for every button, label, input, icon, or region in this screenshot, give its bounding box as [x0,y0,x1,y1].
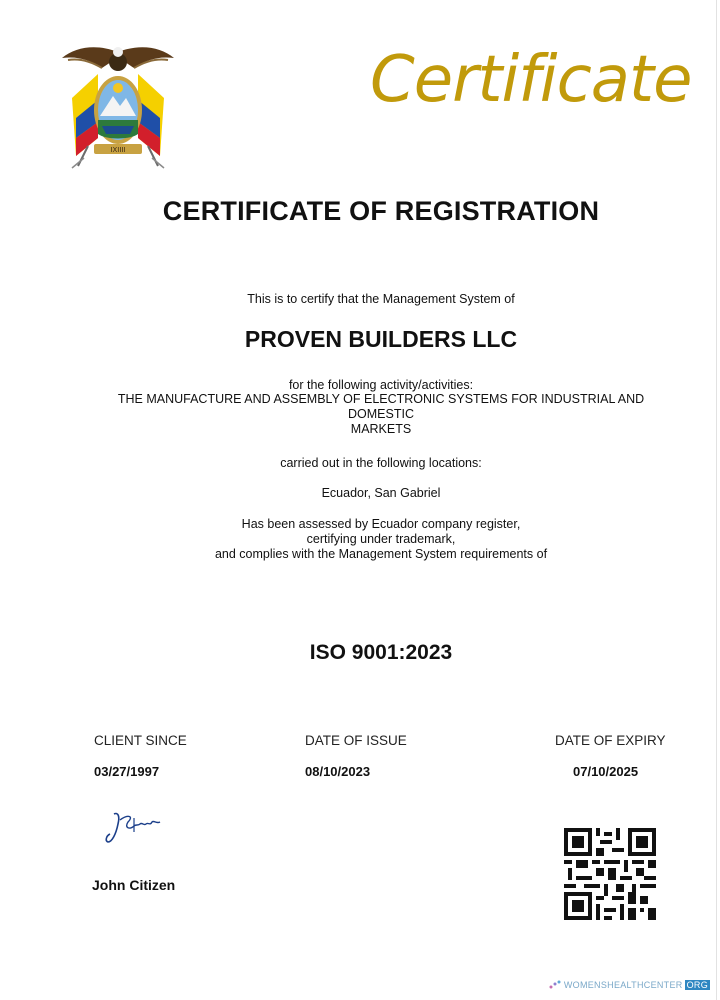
signer-name: John Citizen [92,877,176,893]
company-name: PROVEN BUILDERS LLC [244,326,518,352]
watermark-text: WOMENSHEALTHCENTER [563,980,683,990]
qr-code-icon[interactable] [564,828,656,920]
svg-text:IXIIII: IXIIII [110,146,126,154]
certificate-heading: CERTIFICATE OF REGISTRATION [162,196,600,226]
assessment-line: and complies with the Management System requirements of [214,547,548,561]
client-since-label: CLIENT SINCE [94,733,187,748]
issue-date-value: 08/10/2023 [305,764,371,779]
client-since-value: 03/27/1997 [94,764,160,779]
expiry-date-value: 07/10/2025 [573,764,639,779]
activity-line: THE MANUFACTURE AND ASSEMBLY OF ELECTRONIC SYSTEMS FOR INDUSTRIAL AND [117,392,645,406]
handwritten-signature-icon [104,808,168,848]
dots-logo-icon [548,979,562,991]
watermark [548,978,710,992]
locations-intro-text: carried out in the following locations: [280,456,482,470]
assessment-line: certifying under trademark, [306,532,456,546]
activity-line: MARKETS [350,422,412,436]
expiry-date-label: DATE OF EXPIRY [555,733,666,748]
issue-date-label: DATE OF ISSUE [305,733,407,748]
certificate-script-title: Certificate [370,43,692,117]
coat-of-arms-icon [58,38,178,173]
assessment-line: Has been assessed by Ecuador company register, [241,517,521,531]
certify-intro-text: This is to certify that the Management System of [247,292,515,306]
activity-description [96,392,666,437]
activity-intro-text: for the following activity/activities: [288,378,474,392]
watermark-badge: ORG [686,980,708,990]
assessment-statement [0,517,720,562]
location-text: Ecuador, San Gabriel [321,486,441,500]
activity-line: DOMESTIC [348,407,414,421]
iso-standard: ISO 9001:2023 [309,641,453,664]
